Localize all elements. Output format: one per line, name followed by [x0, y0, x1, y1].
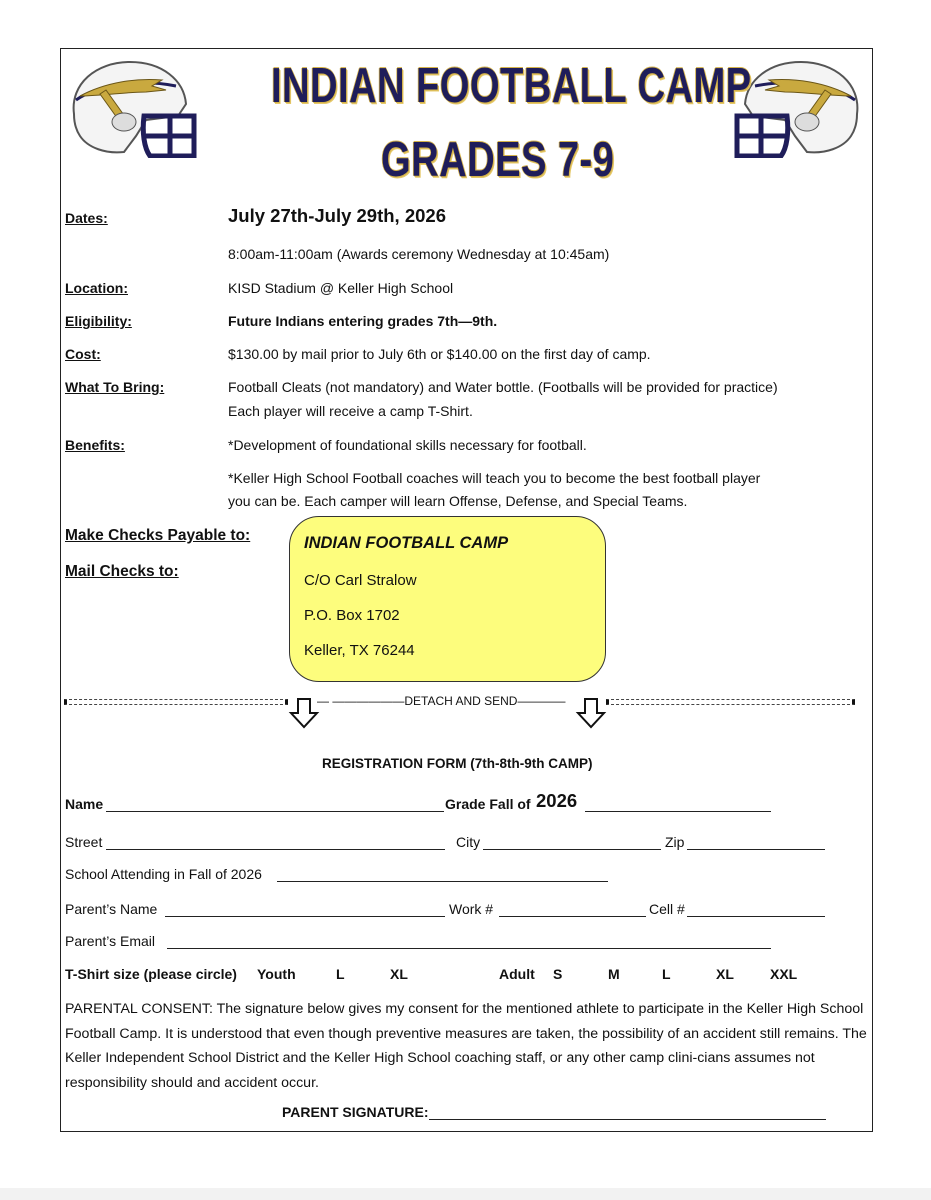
- parent-email-label: Parent’s Email: [65, 933, 156, 949]
- city-field[interactable]: [483, 835, 661, 850]
- bring-line2: Each player will receive a camp T-Shirt.: [228, 403, 473, 419]
- bring-label: What To Bring:: [65, 379, 165, 395]
- zip-label: Zip: [665, 834, 685, 850]
- form-heading: REGISTRATION FORM (7th-8th-9th CAMP): [322, 756, 593, 771]
- adult-label: Adult: [499, 966, 535, 982]
- flyer-subtitle: GRADES 7-9: [381, 133, 615, 187]
- work-field[interactable]: [499, 902, 646, 917]
- location-label: Location:: [65, 280, 128, 296]
- benefits-label: Benefits:: [65, 437, 125, 453]
- zip-field[interactable]: [687, 835, 825, 850]
- school-label: School Attending in Fall of 2026: [65, 866, 262, 882]
- adult-size-s[interactable]: S: [553, 966, 563, 982]
- checks-payable-label: Make Checks Payable to:: [65, 527, 251, 544]
- name-label: Name: [65, 796, 104, 812]
- youth-size-xl[interactable]: XL: [390, 966, 408, 982]
- dates-label: Dates:: [65, 210, 108, 226]
- cell-label: Cell #: [649, 901, 685, 917]
- cost-value: $130.00 by mail prior to July 6th or $140.00 on the first day of camp.: [228, 346, 651, 362]
- mail-checks-label: Mail Checks to:: [65, 563, 179, 580]
- flyer-title: INDIAN FOOTBALL CAMP: [271, 59, 752, 113]
- work-label: Work #: [449, 901, 494, 917]
- grade-label: Grade Fall of: [445, 796, 531, 812]
- city-label: City: [456, 834, 481, 850]
- location-value: KISD Stadium @ Keller High School: [228, 280, 454, 296]
- youth-label: Youth: [257, 966, 296, 982]
- eligibility-value: Future Indians entering grades 7th—9th.: [228, 313, 498, 329]
- cell-field[interactable]: [687, 902, 825, 917]
- dates-time: 8:00am-11:00am (Awards ceremony Wednesday at 10:45am): [228, 246, 610, 262]
- address-line1: C/O Carl Stralow: [304, 572, 417, 589]
- helmet-left-icon: [66, 56, 198, 158]
- benefits-line1: *Development of foundational skills necessary for football.: [228, 437, 587, 453]
- signature-label: PARENT SIGNATURE:: [282, 1104, 429, 1120]
- arrow-down-icon-left: [288, 697, 320, 729]
- detach-line-right: [606, 699, 855, 705]
- youth-size-l[interactable]: L: [336, 966, 345, 982]
- street-field[interactable]: [106, 835, 445, 850]
- parent-name-field[interactable]: [165, 902, 445, 917]
- dates-value: July 27th-July 29th, 2026: [228, 205, 446, 226]
- benefits-line2: *Keller High School Football coaches will teach you to become the best football player: [228, 470, 761, 486]
- arrow-down-icon-right: [575, 697, 607, 729]
- eligibility-label: Eligibility:: [65, 313, 132, 329]
- helmet-right-icon: [733, 56, 865, 158]
- parent-name-label: Parent’s Name: [65, 901, 158, 917]
- adult-size-xl[interactable]: XL: [716, 966, 734, 982]
- adult-size-xxl[interactable]: XXL: [770, 966, 798, 982]
- parent-email-field[interactable]: [167, 934, 771, 949]
- detach-text: — ——————DETACH AND SEND————: [317, 694, 566, 708]
- street-label: Street: [65, 834, 103, 850]
- parental-consent-text: PARENTAL CONSENT: The signature below gives my consent for the mentioned athlete to participate in the Keller High School Football Camp. It is understood that even though preventive measures are taken, the possibility of an accident still remains. The Keller Independent School District and the Keller High School coaching staff, or any other camp clini-cians assumes not responsibility should and accident occur.: [65, 1001, 867, 1091]
- grade-year: 2026: [536, 790, 578, 811]
- detach-line-left: [64, 699, 288, 705]
- benefits-line3: you can be. Each camper will learn Offense, Defense, and Special Teams.: [228, 493, 688, 509]
- address-line2: P.O. Box 1702: [304, 607, 400, 624]
- bring-line1: Football Cleats (not mandatory) and Water bottle. (Footballs will be provided for practice): [228, 379, 778, 395]
- address-name: INDIAN FOOTBALL CAMP: [304, 534, 509, 552]
- address-line3: Keller, TX 76244: [304, 642, 415, 659]
- school-field[interactable]: [277, 867, 608, 882]
- cost-label: Cost:: [65, 346, 101, 362]
- adult-size-m[interactable]: M: [608, 966, 620, 982]
- adult-size-l[interactable]: L: [662, 966, 671, 982]
- signature-field[interactable]: [429, 1105, 826, 1120]
- grade-field[interactable]: [585, 797, 771, 812]
- tshirt-label: T-Shirt size (please circle): [65, 966, 237, 982]
- name-field[interactable]: [106, 797, 444, 812]
